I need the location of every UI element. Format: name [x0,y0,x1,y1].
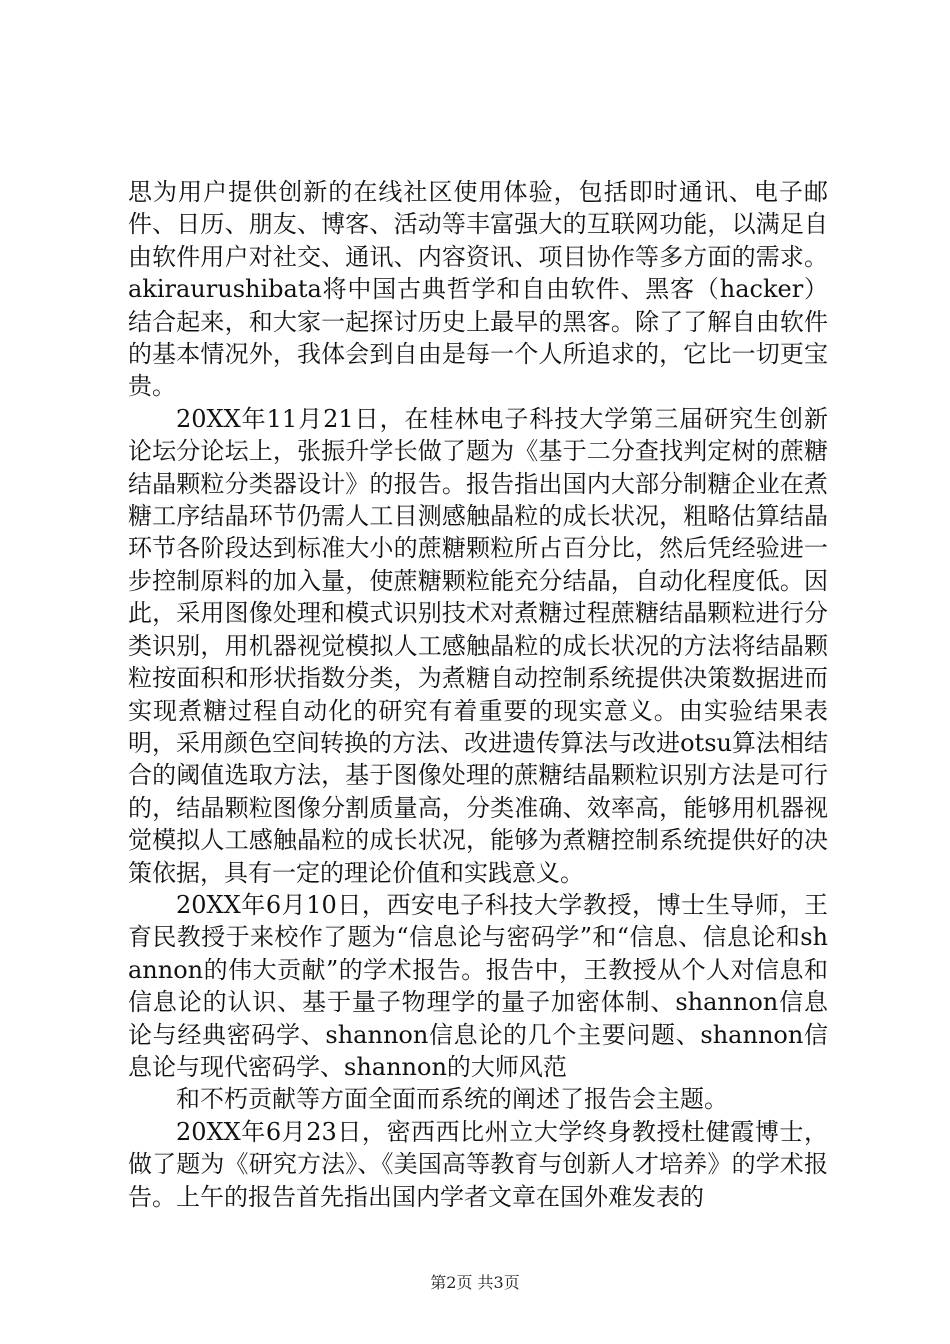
body-text [128,176,828,1213]
paragraph-2: 20XX年11月21日，在桂林电子科技大学第三届研究生创新论坛分论坛上，张振升学长做了题为《基于二分查找判定树的蔗糖结晶颗粒分类器设计》的报告。报告指出国内大部分制糖企业在煮糖工序结晶环节仍需人工目测感触晶粒的成长状况，粗略估算结晶环节各阶段达到标准大小的蔗糖颗粒所占百分比，然后凭经验进一步控制原料的加入量，使蔗糖颗粒能充分结晶，自动化程度低。因此，采用图像处理和模式识别技术对煮糖过程蔗糖结晶颗粒进行分类识别，用机器视觉模拟人工感触晶粒的成长状况的方法将结晶颗粒按面积和形状指数分类，为煮糖自动控制系统提供决策数据进而实现煮糖过程自动化的研究有着重要的现实意义。由实验结果表明，采用颜色空间转换的方法、改进遗传算法与改进otsu算法相结合的阈值选取方法，基于图像处理的蔗糖结晶颗粒识别方法是可行的，结晶颗粒图像分割质量高，分类准确、效率高，能够用机器视觉模拟人工感触晶粒的成长状况，能够为煮糖控制系统提供好的决策依据，具有一定的理论价值和实践意义。 [128,404,828,887]
page-footer: 第2页 共3页 [430,1273,520,1292]
paragraph-4: 和不朽贡献等方面全面而系统的阐述了报告会主题。 [176,1085,728,1114]
paragraph-1: 思为用户提供创新的在线社区使用体验，包括即时通讯、电子邮件、日历、朋友、博客、活动等丰富强大的互联网功能，以满足自由软件用户对社交、通讯、内容资讯、项目协作等多方面的需求。akiraurushibata将中国古典哲学和自由软件、黑客（hacker）结合起来，和大家一起探讨历史上最早的黑客。除了了解自由软件的基本情况外，我体会到自由是每一个人所追求的，它比一切更宝贵。 [128,178,828,401]
paragraph-5: 20XX年6月23日，密西西比州立大学终身教授杜健霞博士，做了题为《研究方法》、《美国高等教育与创新人才培养》的学术报告。上午的报告首先指出国内学者文章在国外难发表的 [128,1117,828,1211]
paragraph-3: 20XX年6月10日，西安电子科技大学教授，博士生导师，王育民教授于来校作了题为“信息论与密码学”和“信息、信息论和shannon的伟大贡献”的学术报告。报告中，王教授从个人对信息和信息论的认识、基于量子物理学的量子加密体制、shannon信息论与经典密码学、shannon信息论的几个主要问题、shannon信息论与现代密码学、shannon的大师风范 [128,890,828,1081]
